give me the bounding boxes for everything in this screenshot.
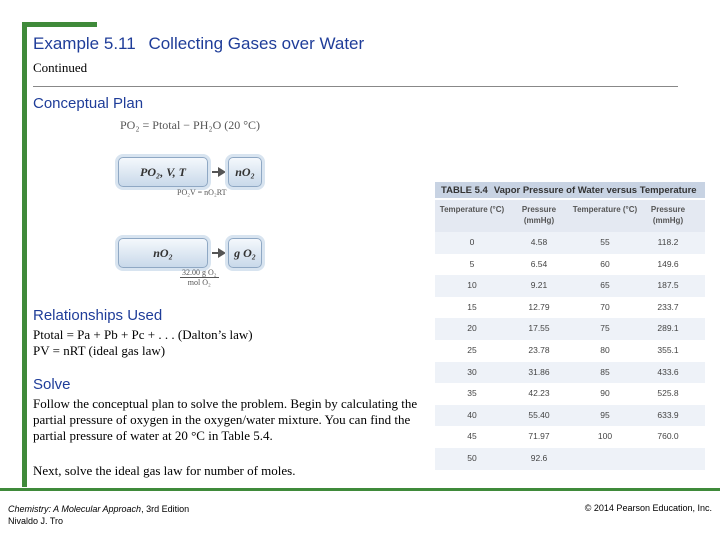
table-header-temp-1: Temperature (°C) — [439, 205, 505, 214]
table-cell: 12.79 — [528, 301, 550, 312]
table-row — [435, 254, 705, 276]
table-title: Vapor Pressure of Water versus Temperature — [493, 184, 697, 196]
table-cell: 31.86 — [528, 366, 550, 377]
accent-bar-top — [22, 22, 97, 27]
plan-arrow-1 — [212, 171, 224, 173]
table-cell: 118.2 — [657, 237, 679, 247]
footer-divider — [0, 488, 720, 491]
table-cell: 42.23 — [528, 388, 550, 399]
molar-mass-conversion — [180, 268, 219, 287]
plan-box-pressure-volume-temp: PO₂, V, T — [118, 157, 208, 187]
table-cell: 85 — [600, 366, 610, 377]
table-cell: 760.0 — [657, 431, 679, 442]
table-cell: 17.55 — [528, 323, 550, 334]
table-header-row — [435, 200, 705, 232]
table-cell: 75 — [600, 323, 610, 334]
table-row — [435, 383, 705, 405]
table-cell: 15 — [467, 301, 477, 312]
footer-book-title: Chemistry: A Molecular Approach — [8, 504, 142, 514]
table-cell: 92.6 — [530, 453, 548, 463]
table-cell: 65 — [600, 280, 610, 291]
footer-author: Nivaldo J. Tro — [8, 516, 64, 526]
vapor-pressure-table — [435, 232, 705, 470]
solve-heading: Solve — [33, 376, 71, 393]
relationships-heading: Relationships Used — [33, 307, 163, 324]
table-cell: 289.1 — [657, 323, 679, 334]
table-cell: 5 — [469, 258, 475, 269]
table-row — [435, 318, 705, 340]
table-cell: 10 — [467, 280, 477, 291]
partial-pressure-equation: PO₂ = Ptotal − PH₂O (20 °C) — [120, 118, 261, 132]
table-cell: 149.6 — [657, 258, 679, 269]
table-cell: 55.40 — [528, 409, 550, 420]
table-row — [435, 405, 705, 427]
table-cell: 25 — [467, 345, 477, 355]
table-cell: 633.9 — [657, 409, 679, 420]
table-cell: 233.7 — [657, 301, 679, 312]
table-row — [435, 362, 705, 384]
table-cell: 187.5 — [657, 280, 679, 291]
title-divider — [33, 86, 678, 87]
table-cell: 40 — [467, 409, 477, 420]
example-title: Collecting Gases over Water — [148, 34, 365, 53]
plan-box-moles: nO₂ — [228, 157, 262, 187]
table-cell: 70 — [600, 301, 610, 312]
table-cell: 6.54 — [530, 258, 548, 269]
plan-box-moles-o2: nO₂ — [118, 238, 208, 268]
table-row — [435, 275, 705, 297]
table-header-pressure-1: Pressure (mmHg) — [521, 205, 557, 225]
relationship-daltons-law: Ptotal = Pa + Pb + Pc + . . . (Dalton’s law) — [33, 327, 253, 342]
table-cell: 355.1 — [657, 345, 679, 355]
solve-paragraph: Follow the conceptual plan to solve the problem. Begin by calculating the partial pressure of oxygen in the oxygen/water mixture. You can find the partial pressure of water at 20 °C in Table 5.4. — [33, 396, 418, 443]
footer-edition: , 3rd Edition — [141, 504, 190, 514]
conversion-denominator: mol O₂ — [187, 278, 211, 287]
table-header-pressure-2: Pressure (mmHg) — [650, 205, 686, 225]
table-row — [435, 426, 705, 448]
table-cell: 525.8 — [657, 388, 679, 399]
table-row — [435, 448, 705, 470]
table-title-bar — [435, 182, 705, 198]
footer-citation — [8, 503, 189, 527]
table-cell: 35 — [467, 388, 477, 399]
example-number: Example 5.11 — [33, 34, 136, 53]
continued-label: Continued — [33, 60, 88, 75]
ideal-gas-relation: PO₂V = nO₂RT — [177, 188, 227, 197]
table-cell: 71.97 — [528, 431, 550, 442]
table-cell: 60 — [600, 258, 610, 269]
table-row — [435, 232, 705, 254]
table-row — [435, 297, 705, 319]
footer-copyright: © 2014 Pearson Education, Inc. — [584, 503, 712, 513]
table-row — [435, 340, 705, 362]
table-cell: 55 — [600, 237, 610, 247]
table-cell: 0 — [469, 237, 475, 247]
table-cell: 20 — [467, 323, 477, 334]
table-cell: 23.78 — [528, 345, 550, 355]
table-cell: 50 — [467, 453, 477, 463]
table-cell: 100 — [597, 431, 613, 442]
solve-next-step: Next, solve the ideal gas law for number of moles. — [33, 463, 296, 478]
accent-bar-vertical — [22, 22, 27, 487]
table-cell: 433.6 — [657, 366, 679, 377]
table-cell: 45 — [467, 431, 477, 442]
table-header-temp-2: Temperature (°C) — [572, 205, 638, 214]
table-cell: 95 — [600, 409, 610, 420]
table-cell: 30 — [467, 366, 477, 377]
table-cell: 9.21 — [530, 280, 548, 291]
table-cell: 90 — [600, 388, 610, 399]
page-title — [33, 34, 364, 54]
table-label: TABLE 5.4 — [441, 184, 488, 196]
relationship-ideal-gas-law: PV = nRT (ideal gas law) — [33, 343, 166, 358]
table-cell: 4.58 — [530, 237, 548, 247]
conceptual-plan-heading: Conceptual Plan — [33, 95, 144, 112]
conversion-numerator: 32.00 g O₂ — [182, 268, 217, 277]
table-cell: 80 — [600, 345, 610, 355]
plan-arrow-2 — [212, 252, 224, 254]
plan-box-grams-o2: g O₂ — [228, 238, 262, 268]
